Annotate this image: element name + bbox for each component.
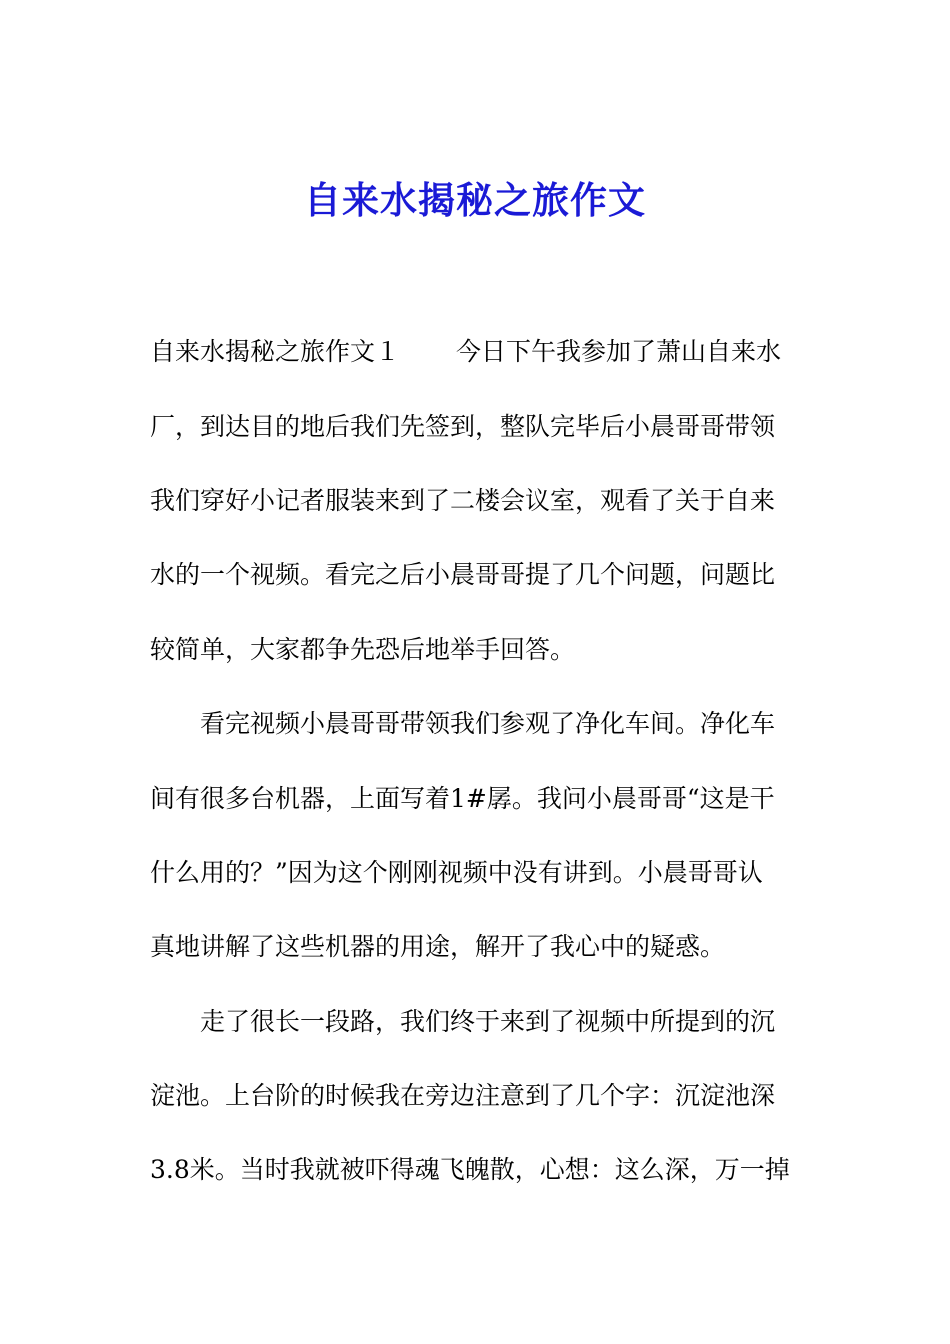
paragraph-line: 我们穿好小记者服装来到了二楼会议室，观看了关于自来	[150, 486, 776, 515]
paragraph-line: 走了很长一段路，我们终于来到了视频中所提到的沉	[200, 1007, 776, 1036]
paragraph-line: 较简单，大家都争先恐后地举手回答。	[150, 635, 576, 664]
paragraph-line: 3.8米。当时我就被吓得魂飞魄散，心想：这么深，万一掉	[150, 1155, 790, 1184]
paragraph-line: 水的一个视频。看完之后小晨哥哥提了几个问题，问题比	[150, 560, 776, 589]
article-subheading: 自来水揭秘之旅作文１	[150, 337, 401, 366]
paragraph-line: 厂，到达目的地后我们先签到，整队完毕后小晨哥哥带领	[150, 412, 776, 441]
paragraph-line	[150, 334, 810, 370]
line-text: 今日下午我参加了萧山自来水	[456, 337, 782, 366]
paragraph-line: 真地讲解了这些机器的用途，解开了我心中的疑惑。	[150, 932, 726, 961]
document-title: 自来水揭秘之旅作文	[304, 179, 646, 222]
paragraph-line: 间有很多台机器，上面写着1#孱。我问小晨哥哥“这是干	[150, 784, 775, 813]
paragraph-line: 看完视频小晨哥哥带领我们参观了净化车间。净化车	[200, 709, 776, 738]
paragraph-line: 淀池。上台阶的时候我在旁边注意到了几个字：沉淀池深	[150, 1081, 776, 1110]
paragraph-line: 什么用的？”因为这个刚刚视频中没有讲到。小晨哥哥认	[150, 858, 763, 887]
